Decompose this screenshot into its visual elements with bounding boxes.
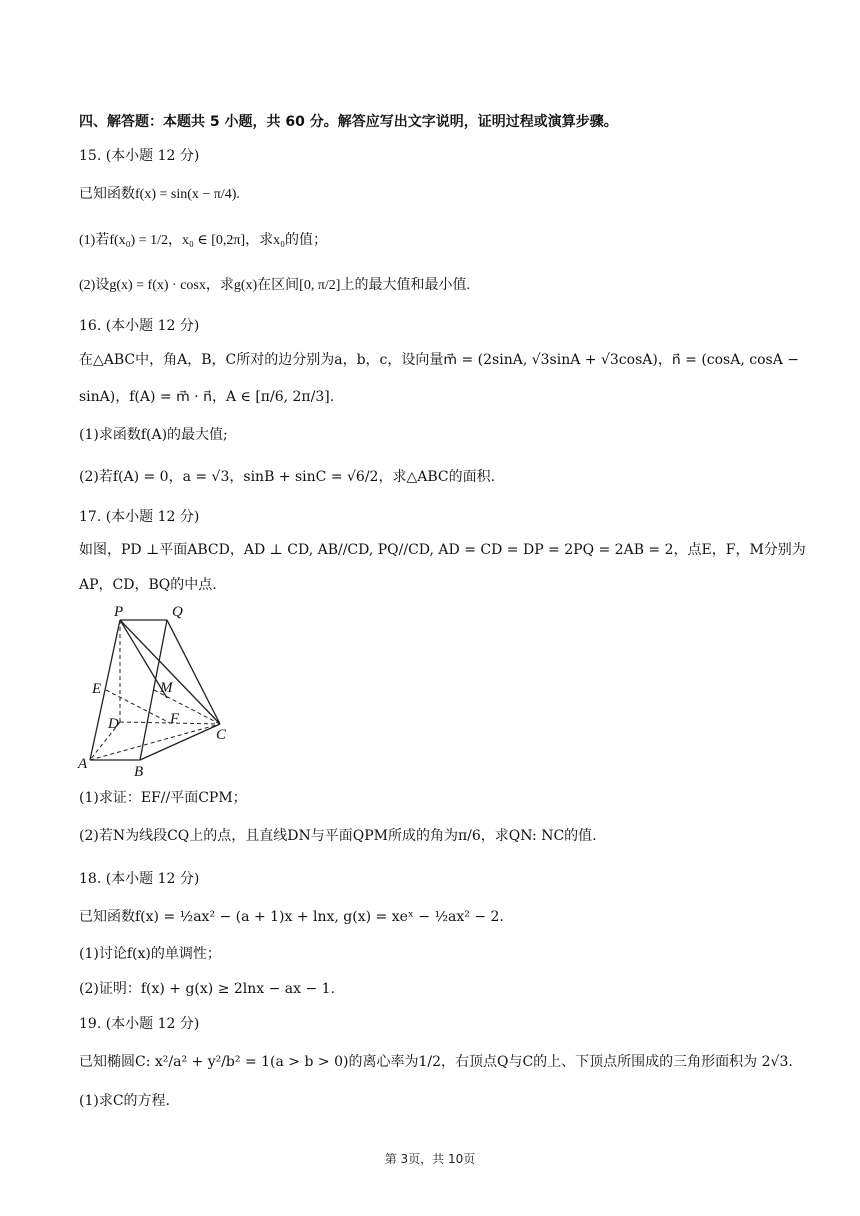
problem-19-line-2: (1)求C的方程. [79,1093,170,1109]
fig-label-f: F [170,711,180,727]
fig-label-q: Q [172,604,183,620]
problem-15-header: 15. (本小题 12 分) [79,148,200,164]
fig-label-a: A [78,756,88,772]
problem-15-line-2: (1)若f(x₀) = 1/2，x₀ ∈ [0,2π]，求x₀的值； [79,233,327,248]
fig-label-p: P [114,604,124,620]
problem-16-line-2: sinA)，f(A) = m⃗ · n⃗，A ∈ [π/6, 2π/3]. [79,389,335,405]
problem-16-line-1: 在△ABC中，角A，B，C所对的边分别为a，b，c，设向量m⃗ = (2sinA, √3sinA + √3cosA)，n⃗ = (cosA, cosA − [79,352,800,368]
problem-16-line-3: (1)求函数f(A)的最大值; [79,427,228,443]
problem-18-header: 18. (本小题 12 分) [79,871,200,887]
fig-label-m: M [160,680,173,696]
problem-16-header: 16. (本小题 12 分) [79,318,200,334]
fig-label-b: B [134,764,144,780]
page-footer: 第 3页，共 10页 [384,1152,476,1166]
problem-19-line-1: 已知椭圆C: x²/a² + y²/b² = 1(a > b > 0)的离心率为1/2，右顶点Q与C的上、下顶点所围成的三角形面积为 2√3. [79,1054,793,1070]
problem-19-header: 19. (本小题 12 分) [79,1016,200,1032]
problem-15-line-3: (2)设g(x) = f(x) · cosx，求g(x)在区间[0, π/2]上的最大值和最小值. [79,278,470,293]
problem-15-line-1: 已知函数f(x) = sin(x − π/4). [79,187,240,202]
problem-18-line-3: (2)证明：f(x) + g(x) ≥ 2lnx − ax − 1. [79,981,336,997]
fig-label-d: D [108,716,119,732]
problem-17-line-4: (2)若N为线段CQ上的点，且直线DN与平面QPM所成的角为π/6，求QN: NC的值. [79,828,597,844]
problem-17-header: 17. (本小题 12 分) [79,509,200,525]
pyramid-figure [70,598,250,783]
problem-17-line-3: (1)求证：EF//平面CPM； [79,790,247,806]
problem-18-line-2: (1)讨论f(x)的单调性； [79,946,221,962]
problem-18-line-1: 已知函数f(x) = ½ax² − (a + 1)x + lnx, g(x) = xeˣ − ½ax² − 2. [79,909,504,925]
problem-17-line-1: 如图，PD ⊥平面ABCD，AD ⊥ CD, AB//CD, PQ//CD, AD = CD = DP = 2PQ = 2AB = 2，点E，F，M分别为 [79,542,806,558]
problem-17-line-2: AP，CD，BQ的中点. [79,577,217,593]
section-header: 四、解答题：本题共 5 小题，共 60 分。解答应写出文字说明，证明过程或演算步骤。 [79,114,618,130]
fig-label-e: E [92,681,102,697]
problem-16-line-4: (2)若f(A) = 0，a = √3，sinB + sinC = √6/2，求△ABC的面积. [79,469,496,485]
fig-label-c: C [216,727,227,743]
